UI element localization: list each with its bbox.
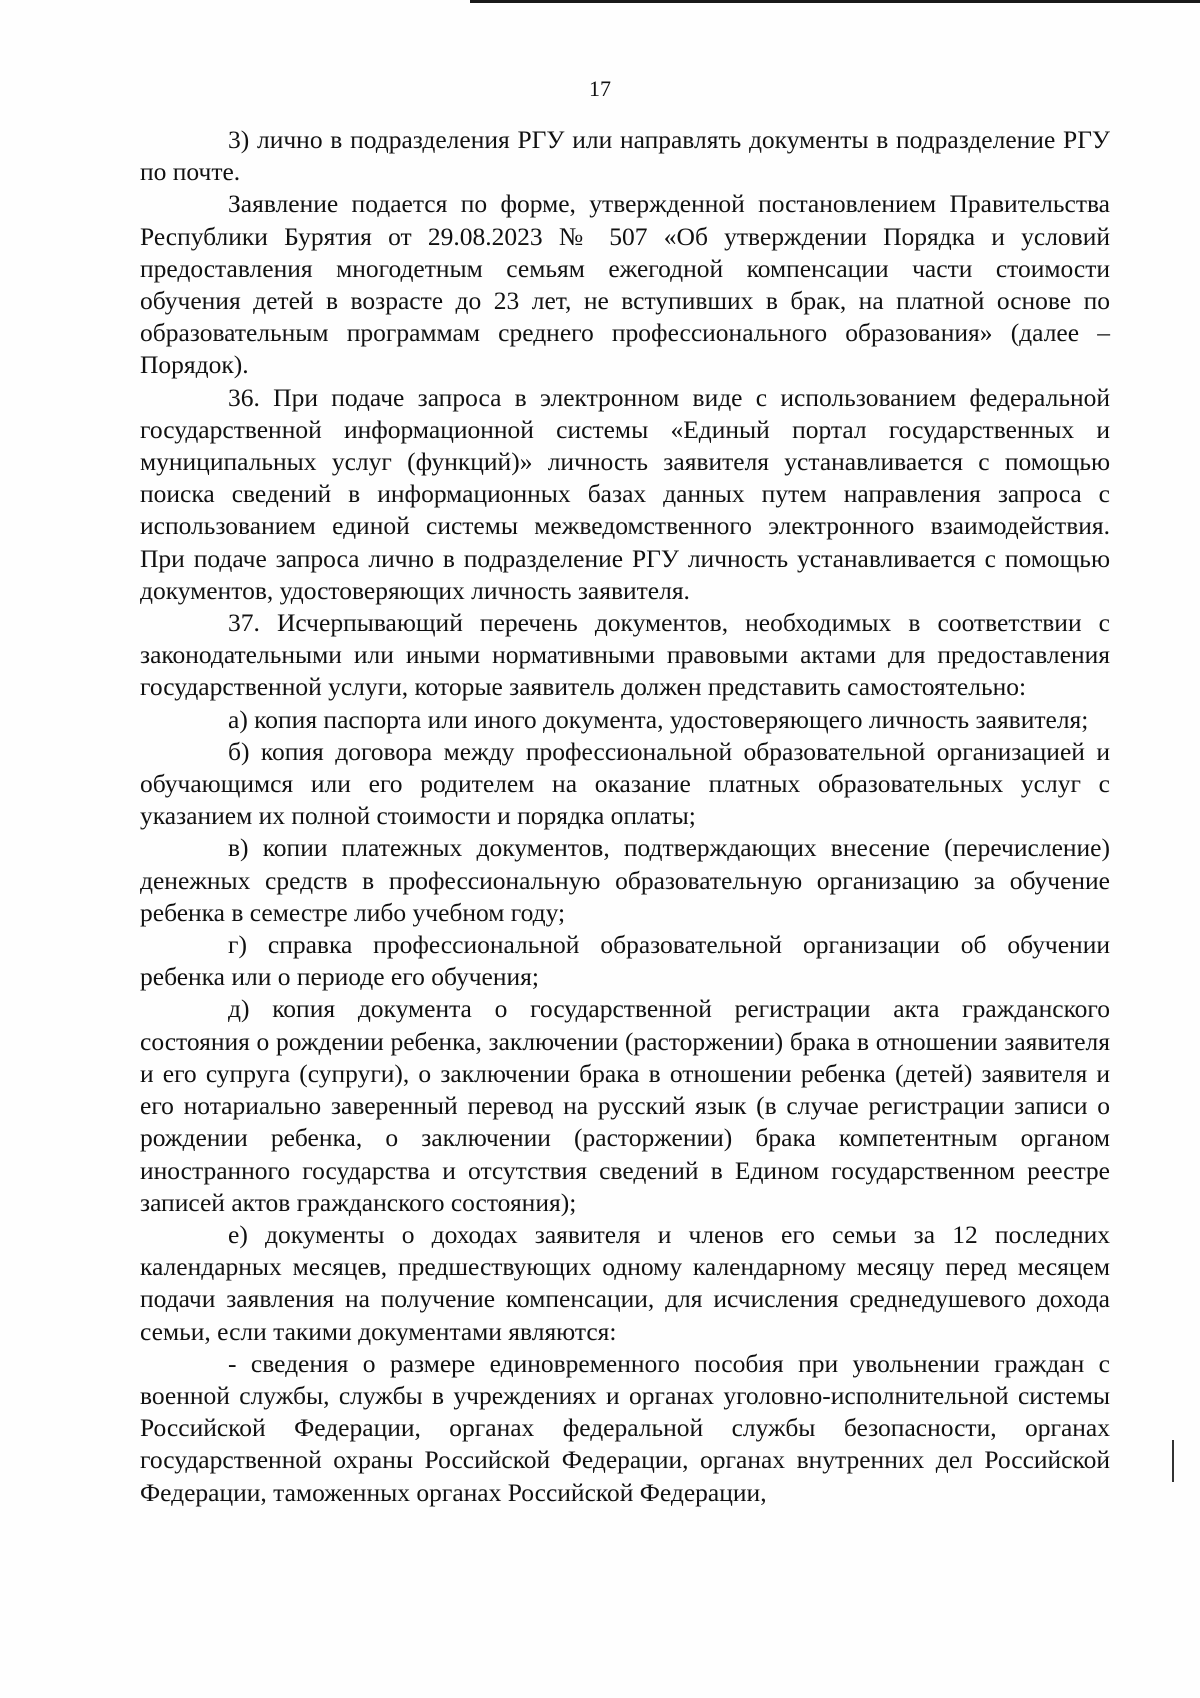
list-item-a: а) копия паспорта или иного документа, удостоверяющего личность заявителя; (228, 704, 1089, 734)
list-item-d: д) копия документа о государственной регистрации акта гражданского состояния о рождении ребенка, заключении (расторжении) брака в отношении заявителя и его супруга (супруги), о заключении брака в отношении ребенка (детей) заявителя и его нотариально заверенный перевод на русский язык (в случае регистрации записи о рождении ребенка, о заключении (расторжении) брака компетентным органом иностранного государства и отсутствия сведений в Едином государственном реестре записей актов гражданского состояния); (140, 994, 1110, 1217)
list-item-v: в) копии платежных документов, подтверждающих внесение (перечисление) денежных средств в профессиональную образовательную организацию за обучение ребенка в семестре либо учебном году; (140, 833, 1110, 927)
margin-scan-mark (1172, 1440, 1174, 1482)
list-item-g: г) справка профессиональной образовательной организации об обучении ребенка или о периоде его обучения; (140, 930, 1110, 992)
list-item-e: е) документы о доходах заявителя и членов его семьи за 12 последних календарных месяцев, предшествующих одному календарному месяцу перед месяцем подачи заявления на получение компенсации, для исчисления среднедушевого дохода семьи, если такими документами являются: (140, 1219, 1110, 1346)
paragraph-37: 37. Исчерпывающий перечень документов, необходимых в соответствии с законодательными или иными нормативными правовыми актами для предоставления государственной услуги, которые заявитель должен представить самостоятельно: (140, 608, 1110, 702)
paragraph-application-form: Заявление подается по форме, утвержденной постановлением Правительства Республики Бурятия от 29.08.2023 № 507 «Об утверждении Порядка и условий предоставления многодетным семьям ежегодной компенсации части стоимости обучения детей в возрасте до 23 лет, не вступивших в брак, на платной основе по образовательным программам среднего профессионального образования» (далее – Порядок). (140, 189, 1110, 380)
list-item-b: б) копия договора между профессиональной образовательной организацией и обучающимся или его родителем на оказание платных образовательных услуг с указанием их полной стоимости и порядка оплаты; (140, 736, 1110, 831)
page-number: 17 (589, 76, 611, 101)
list-item-dash-1: - сведения о размере единовременного пособия при увольнении граждан с военной службы, службы в учреждениях и органах уголовно-исполнительной системы Российской Федерации, органах федеральной службы безопасности, органах государственной охраны Российской Федерации, органах внутренних дел Российской Федерации, таможенных органах Российской Федерации, (140, 1348, 1110, 1507)
document-body (140, 124, 1110, 1509)
top-border-line (470, 0, 1200, 3)
paragraph-36: 36. При подаче запроса в электронном виде с использованием федеральной государственной информационной системы «Единый портал государственных и муниципальных услуг (функций)» личность заявителя устанавливается с помощью поиска сведений в информационных базах данных путем направления запроса с использованием единой системы межведомственного электронного взаимодействия. При подаче запроса лично в подразделение РГУ личность устанавливается с помощью документов, удостоверяющих личность заявителя. (140, 382, 1110, 605)
paragraph-item-3: 3) лично в подразделения РГУ или направлять документы в подразделение РГУ по почте. (140, 125, 1110, 187)
